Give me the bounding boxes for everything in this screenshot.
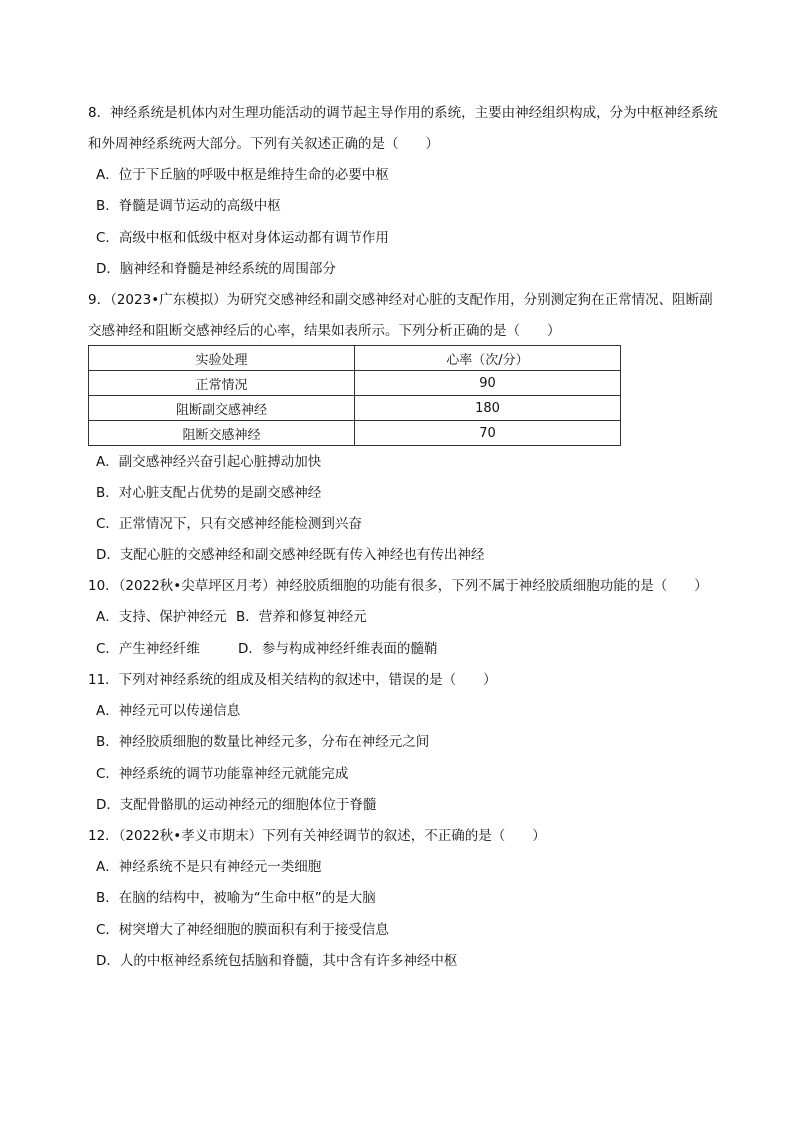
question-9-option-b: B．对心脏支配占优势的是副交感神经 <box>96 485 322 501</box>
table-cell-treatment: 阻断交感神经 <box>89 421 355 446</box>
question-9-option-d: D．支配心脏的交感神经和副交感神经既有传入神经也有传出神经 <box>96 547 485 563</box>
question-11-option-c: C．神经系统的调节功能靠神经元就能完成 <box>96 766 349 782</box>
question-8-option-d: D．脑神经和脊髓是神经系统的周围部分 <box>96 261 336 277</box>
question-9-option-a: A．副交感神经兴奋引起心脏搏动加快 <box>96 454 322 470</box>
table-cell-treatment: 正常情况 <box>89 371 355 396</box>
table-cell-heart-rate: 70 <box>355 421 621 446</box>
table-cell-heart-rate: 180 <box>355 396 621 421</box>
question-8-option-a: A．位于下丘脑的呼吸中枢是维持生命的必要中枢 <box>96 167 389 183</box>
question-11-stem: 11．下列对神经系统的组成及相关结构的叙述中，错误的是（ ） <box>88 672 497 688</box>
question-9-stem-line-2: 交感神经和阻断交感神经后的心率，结果如表所示。下列分析正确的是（ ） <box>88 323 561 339</box>
question-11-option-a: A．神经元可以传递信息 <box>96 703 241 719</box>
table-row <box>89 421 621 446</box>
question-10-option-b: B．营养和修复神经元 <box>236 609 367 625</box>
table-cell-heart-rate: 90 <box>355 371 621 396</box>
question-11-option-b: B．神经胶质细胞的数量比神经元多，分布在神经元之间 <box>96 734 430 750</box>
table-header-heart-rate: 心率（次/分） <box>355 346 621 371</box>
question-12-stem: 12．（2022秋•孝义市期末）下列有关神经调节的叙述，不正确的是（ ） <box>88 828 546 844</box>
table-row <box>89 371 621 396</box>
question-12-option-d: D．人的中枢神经系统包括脑和脊髓，其中含有许多神经中枢 <box>96 953 458 969</box>
question-10-stem: 10．（2022秋•尖草坪区月考）神经胶质细胞的功能有很多，下列不属于神经胶质细胞功能的是（ ） <box>88 578 708 594</box>
question-9-stem-line-1: 9．（2023•广东模拟）为研究交感神经和副交感神经对心脏的支配作用，分别测定狗在正常情况、阻断副 <box>88 292 713 308</box>
question-12-option-a: A．神经系统不是只有神经元一类细胞 <box>96 859 322 875</box>
question-8-stem-line-1: 8．神经系统是机体内对生理功能活动的调节起主导作用的系统，主要由神经组织构成，分为中枢神经系统 <box>88 105 718 121</box>
question-12-option-b: B．在脑的结构中，被喻为“生命中枢”的是大脑 <box>96 890 376 906</box>
question-10-option-d: D．参与构成神经纤维表面的髓鞘 <box>238 641 438 657</box>
question-9-option-c: C．正常情况下，只有交感神经能检测到兴奋 <box>96 516 362 532</box>
table-header-treatment: 实验处理 <box>89 346 355 371</box>
question-11-option-d: D．支配骨骼肌的运动神经元的细胞体位于脊髓 <box>96 797 377 813</box>
question-8-option-c: C．高级中枢和低级中枢对身体运动都有调节作用 <box>96 230 389 246</box>
question-12-option-c: C．树突增大了神经细胞的膜面积有利于接受信息 <box>96 922 389 938</box>
question-8-option-b: B．脊髓是调节运动的高级中枢 <box>96 198 281 214</box>
table-cell-treatment: 阻断副交感神经 <box>89 396 355 421</box>
question-8-stem-line-2: 和外周神经系统两大部分。下列有关叙述正确的是（ ） <box>88 136 439 152</box>
table-row <box>89 396 621 421</box>
question-10-option-a: A．支持、保护神经元 <box>96 609 227 625</box>
question-10-option-c: C．产生神经纤维 <box>96 641 200 657</box>
experiment-table <box>88 345 621 446</box>
table-header-row <box>89 346 621 371</box>
